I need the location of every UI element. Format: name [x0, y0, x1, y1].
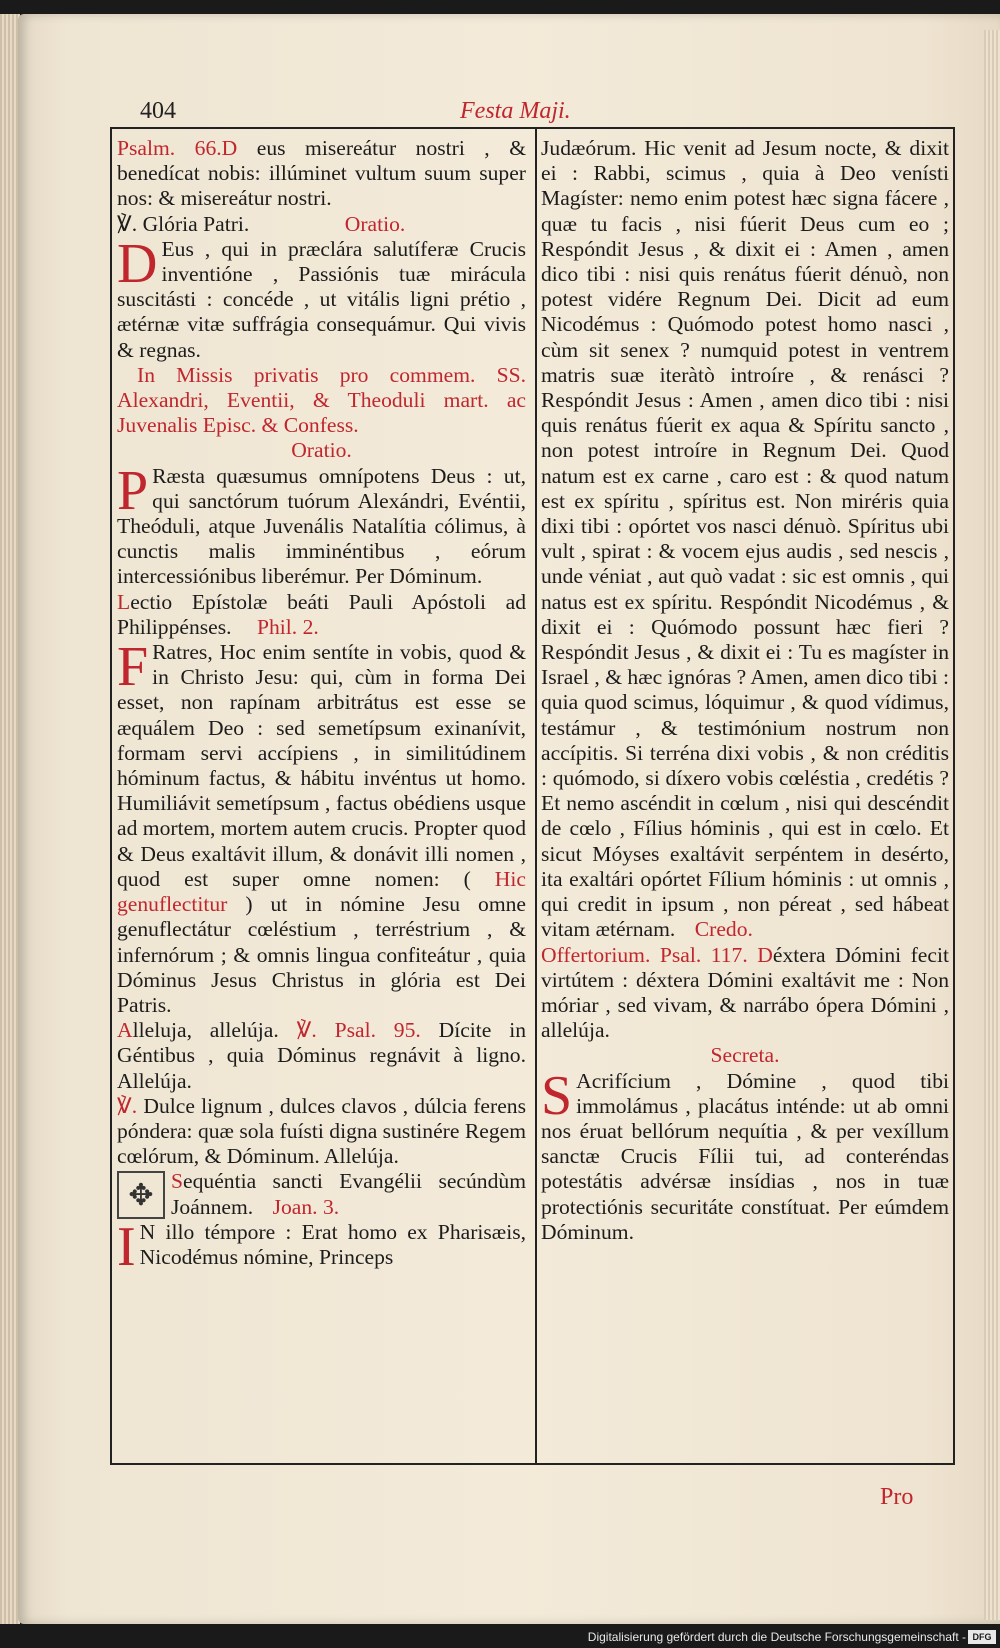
lectio-reference: Phil. 2. — [256, 614, 319, 639]
rubric-genuflect: Hic genuflectitur — [117, 866, 526, 917]
alleluia-verse: Dícite in Géntibus , quia Dóminus regnávit à ligno. Allelúja. — [117, 1018, 527, 1093]
gospel-continuation — [541, 136, 949, 943]
dropcap-secreta: S — [541, 1064, 573, 1127]
oratio-heading: Oratio. — [344, 211, 406, 236]
secreta-heading: Secreta. — [710, 1043, 780, 1068]
offertorium-line — [541, 943, 949, 1044]
dropcap-psalm: D — [221, 136, 238, 160]
oratio2-text: Ræsta quæsumus omnípotens Deus : ut, qui sanctórum tuórum Alexándri, Evéntii, Theóduli, atque Juvenális Natalítia cólimus, à cunctis malis imminéntibus , eórum intercessiónibus liberémur. Per Dóminum. — [117, 463, 526, 589]
sequentia-line — [117, 1169, 526, 1219]
gloria-line — [117, 212, 526, 237]
offertorium-text: éxtera Dómini fecit virtútem : déxtera Dómini exaltávit me : Non móriar , sed vivam, & narrábo ópera Dómini , allelúja. — [541, 942, 949, 1043]
oratio2-heading: Oratio. — [291, 438, 352, 463]
dropcap-oratio2: P — [117, 459, 149, 522]
dropcap-lectio: L — [117, 589, 131, 614]
secreta-paragraph — [541, 1064, 949, 1245]
dropcap-sequentia: S — [171, 1169, 184, 1194]
lectio-heading-line — [117, 590, 526, 640]
psalm-label: Psalm. 66. — [117, 136, 222, 160]
page-fore-edge — [984, 30, 1000, 1620]
fleuron-icon: ✥ — [117, 1171, 165, 1219]
lectio-heading: ectio Epístolæ beáti Pauli Apóstoli ad Philippénses. — [117, 589, 526, 639]
alleluia-line — [117, 1018, 526, 1094]
dulce-text: Dulce lignum , dulces clavos , dúlcia ferens póndera: quæ sola fuísti digna sustinére Regem cœlórum, & Dóminum. Allelúja. — [117, 1093, 527, 1169]
dropcap-offertorium: D — [757, 942, 773, 967]
footer-strip — [0, 1624, 1000, 1648]
dfg-logo: DFG — [968, 1630, 996, 1644]
psalm-line — [117, 136, 526, 212]
commemoration-heading: In Missis privatis pro commem. SS. Alexandri, Eventii, & Theoduli mart. ac Juvenalis Episc. & Confess. — [117, 362, 526, 438]
right-column — [541, 136, 949, 1245]
lectio-text-a: Ratres, Hoc enim sentíte in vobis, quod & in Christo Jesu: qui, cùm in forma Dei esset, non rapínam arbitrátus est esse se æquálem Deo : sed semetípsum exinanívit, formam servi accípiens , in similitúdinem hóminum factus, & hábitu invéntus ut homo. Humiliávit semetípsum , factus obédiens usque ad mortem, mortem autem crucis. Propter quod & Deus exaltávit illum, & donávit illi nomen , quod est super omne nomen: ( — [117, 640, 526, 891]
lectio-text-b: ) ut in nómine Jesu omne genuflectátur cœléstium , terréstrium , & infernórum ; & omnis lingua confiteátur , quia Dóminus Jesus Christus in glória est Dei Patris. — [117, 892, 526, 1017]
dropcap-gospel: I — [117, 1215, 136, 1278]
credo-label: Credo. — [694, 917, 753, 942]
footer-credit: Digitalisierung gefördert durch die Deutsche Forschungsgemeinschaft - — [587, 1630, 966, 1644]
secreta-text: Acrifícium , Dómine , quod tibi immolámus , placátus inténde: ut ab omni nos éruat bellórum nequítia , & per vexíllum sanctæ Crucis Fílii tui, ad conteréndas potestátis advérsæ insídias , nos in tuæ protectiónis securitáte constítuat. Per eúmdem Dóminum. — [541, 1068, 949, 1244]
versicle-mark: ℣. — [117, 1093, 138, 1118]
dulce-line — [117, 1094, 526, 1170]
lectio-paragraph — [117, 636, 526, 1018]
dropcap-alleluia: A — [117, 1018, 133, 1043]
oratio-text: Eus , qui in præclára salutíferæ Crucis inventióne , Passiónis tuæ mirácula suscitásti : concéde , ut vitális ligni prétio , ætérnæ vitæ suffrágia consequámur. Qui vivis & regnas. — [117, 236, 526, 362]
gospel-cont-text: Judæórum. Hic venit ad Jesum nocte, & dixit ei : Rabbi, scimus , quia à Deo venísti Magíster: nemo enim potest hæc signa fácere , quæ tu facis , nisi fúerit Deus cum eo ; Respóndit Jesus , & dixit ei : Amen , amen dico tibi : nisi quis renátus fúerit dénuò, non potest vidére Regnum Dei. Dicit ad eum Nicodémus : Quómodo potest homo nasci , cùm sit senex ? numquid potest in ventrem matris suæ iteràtò introíre , & renásci ? Respóndit Jesus : Amen , amen dico tibi : nisi quis renátus fúerit ex aqua & Spíritu sancto , non potest introíre in Regnum Dei. Quod natum est ex carne , caro est : & quod natum est ex spíritu , spíritus est. Non miréris quia dixi tibi : opórtet vos nasci dénuò. Spíritus ubi vult , spirat : & vocem ejus audis , sed nescis , unde véniat , aut quò vadat : sic est omnis , qui natus est ex spíritu. Respóndit Nicodémus , & dixit ei : Quómodo possunt hæc fieri ? Respóndit Jesus , & dixit ei : Tu es magíster in Israel , & hæc ignóras ? Amen, amen dico tibi : quia quod scimus, lóquimur , & quod vídimus, testámur , & testimónium nostrum non accípitis. Si terréna dixi vobis , & non créditis : quómodo, si díxero vobis cœléstia , credétis ? Et nemo ascéndit in cœlum , nisi qui descéndit de cœlo , Fílius hóminis , qui est in cœlo. Et sicut Móyses exaltávit serpéntem in desérto, ita exaltári opórtet Fílium hóminis : ut omnis , qui credit in ipsum , non péreat , sed hábeat vitam ætérnam. — [541, 136, 949, 942]
catchword: Pro — [880, 1484, 914, 1510]
oratio2-paragraph — [117, 459, 526, 590]
dropcap-fratres: F — [117, 636, 149, 699]
oratio-paragraph — [117, 232, 526, 363]
column-rule — [535, 127, 537, 1465]
gospel-paragraph — [117, 1215, 526, 1278]
left-column — [117, 136, 527, 1278]
page-header — [140, 98, 960, 128]
page-edge — [0, 14, 20, 1624]
sequentia-reference: Joan. 3. — [272, 1194, 340, 1219]
gospel-text: N illo témpore : Erat homo ex Pharisæis, Nicodémus nómine, Princeps — [139, 1219, 526, 1269]
running-head: Festa Maji. — [460, 98, 571, 124]
page-number: 404 — [140, 98, 176, 124]
psalm-text: eus misereátur nostri , & benedícat nobis: illúminet vultum suum super nos: & misereátur nostri. — [117, 136, 526, 211]
offertorium-label: Offertorium. Psal. 117. — [541, 942, 748, 967]
alleluia-reference: ℣. Psal. 95. — [296, 1018, 421, 1043]
sequentia-text: equéntia sancti Evangélii secúndùm Joánnem. — [171, 1169, 526, 1219]
gloria-text: ℣. Glória Patri. — [117, 211, 250, 236]
dropcap-oratio: D — [117, 232, 158, 295]
alleluia-text: lleluja, allelúja. — [132, 1018, 279, 1043]
